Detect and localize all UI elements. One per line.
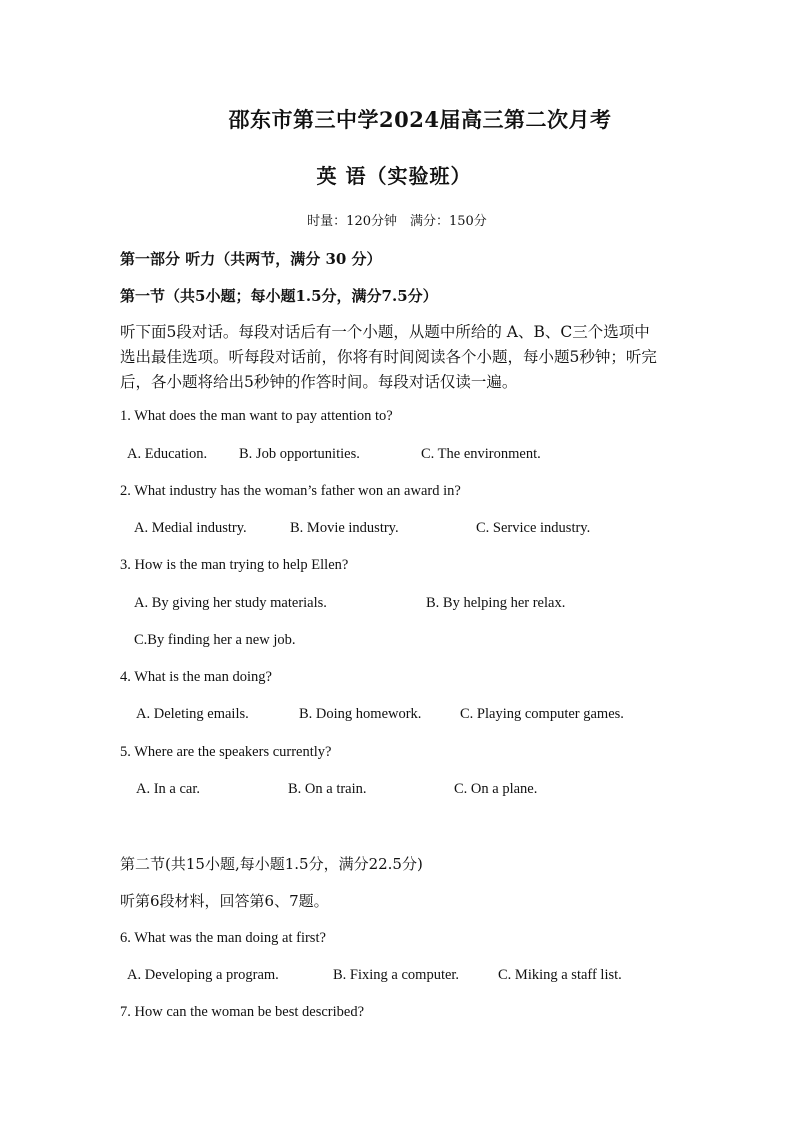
instruction-line: 后，各小题将给出5秒钟的作答时间。每段对话仅读一遍。 [120,373,518,391]
instruction-line: 听下面5段对话。每段对话后有一个小题，从题中所给的 A、B、C三个选项中 [120,323,650,341]
option-a: A. By giving her study materials. [134,595,327,611]
option-c: C.By finding her a new job. [134,632,296,648]
option-c: C. Miking a staff list. [498,967,622,983]
exam-meta: 时量：120分钟 满分：150分 [307,214,487,229]
option-b: B. By helping her relax. [426,595,566,611]
option-b: B. On a train. [288,781,367,797]
question-stem: 2. What industry has the woman’s father won an award in? [120,483,461,499]
option-a: A. Deleting emails. [136,706,249,722]
option-b: B. Job opportunities. [239,446,360,462]
question-stem: 3. How is the man trying to help Ellen? [120,557,349,573]
section2-heading: 第二节(共15小题,每小题1.5分，满分22.5分) [120,855,423,873]
section1-instructions [120,320,680,395]
option-a: A. Medial industry. [134,520,247,536]
instruction-line: 选出最佳选项。听每段对话前，你将有时间阅读各个小题，每小题5秒钟；听完 [120,348,657,366]
part1-heading: 第一部分 听力（共两节，满分 30 分） [120,250,382,268]
exam-subtitle: 英 语（实验班） [316,164,472,188]
exam-title: 邵东市第三中学2024届高三第二次月考 [228,107,612,132]
option-a: A. Developing a program. [127,967,279,983]
option-b: B. Movie industry. [290,520,399,536]
material-heading: 听第6段材料，回答第6、7题。 [120,892,329,910]
question-stem: 6. What was the man doing at first? [120,930,326,946]
option-c: C. Playing computer games. [460,706,624,722]
section1-heading: 第一节（共5小题；每小题1.5分，满分7.5分） [120,287,438,305]
question-stem: 5. Where are the speakers currently? [120,744,332,760]
option-b: B. Doing homework. [299,706,422,722]
question-stem: 4. What is the man doing? [120,669,272,685]
option-c: C. Service industry. [476,520,591,536]
question-stem: 7. How can the woman be best described? [120,1004,365,1020]
option-b: B. Fixing a computer. [333,967,460,983]
option-a: A. Education. [127,446,208,462]
option-a: A. In a car. [136,781,201,797]
question-stem: 1. What does the man want to pay attention to? [120,408,393,424]
option-c: C. The environment. [421,446,541,462]
option-c: C. On a plane. [454,781,538,797]
